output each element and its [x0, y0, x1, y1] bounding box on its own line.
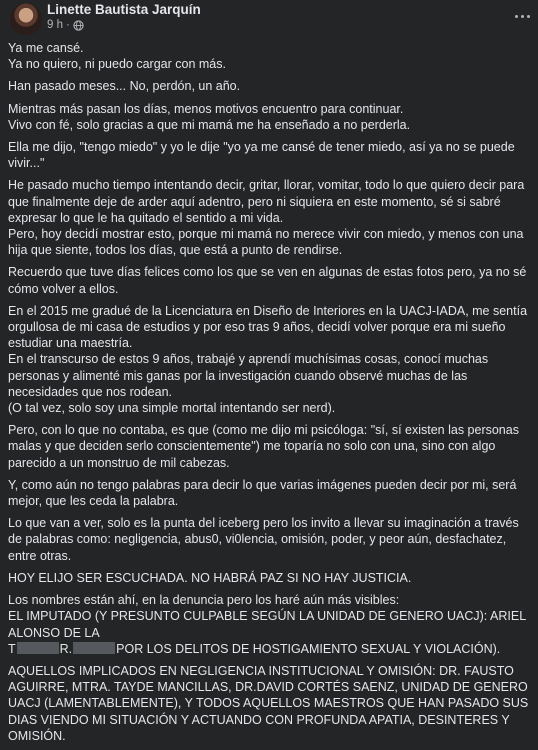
author-avatar[interactable]	[10, 3, 42, 35]
post-paragraph: Lo que van a ver, solo es la punta del iceberg pero los invito a llevar su imaginación a través de palabras como: negligencia, abus0, vi0lencia, omisión, poder, y peor aún, desfachatez, entre otras.	[8, 516, 519, 563]
post-paragraph: Pero, con lo que no contaba, es que (como me dijo mi psicóloga: "sí, sí existen las personas malas y que deciden serlo conscientemente") me toparía no solo con una, sino con algo parecido a un monstruo de mil cabezas.	[8, 423, 519, 470]
named-line2-a: T	[8, 641, 16, 656]
post-paragraph: Ya me cansé. Ya no quiero, ni puedo cargar con más.	[8, 41, 226, 72]
post-paragraph: En el 2015 me gradué de la Licenciatura en Diseño de Interiores en la UACJ-IADA, me sentía orgullosa de mi casa de estudios y por eso tras 9 años, decidí volver porque era mi sueño estudiar una maestría. En el transcurso de estos 9 años, trabajé y aprendí muchísimas cosas, conocí muchas personas y alimenté mis ganas por la investigación cuando observé muchas de las necesidades que nos rodean. (O tal vez, solo soy una simple mortal intentando ser nerd).	[8, 303, 528, 416]
globe-icon	[73, 20, 84, 31]
more-options-icon[interactable]	[512, 6, 532, 26]
post-paragraph: Mientras más pasan los días, menos motivos encuentro para continuar. Vivo con fé, solo gracias a que mi mamá me ha enseñado a no perderla.	[8, 101, 411, 132]
redacted-block	[17, 642, 59, 654]
named-line2-c: POR LOS DELITOS DE HOSTIGAMIENTO SEXUAL Y VIOLACIÓN).	[116, 641, 501, 656]
post-paragraph: HOY ELIJO SER ESCUCHADA. NO HABRÁ PAZ SI NO HAY JUSTICIA.	[8, 570, 412, 585]
named-intro: Los nombres están ahí, en la denuncia pero los haré aún más visibles:	[8, 593, 400, 608]
post-header	[0, 0, 538, 36]
meta-separator: ·	[66, 19, 70, 31]
post-paragraph: Ella me dijo, "tengo miedo" y yo le dije "yo ya me cansé de tener miedo, así ya no se puede vivir..."	[8, 140, 515, 171]
redacted-block	[73, 642, 115, 654]
post-time[interactable]: 9 h	[47, 19, 63, 31]
post-paragraph: AQUELLOS IMPLICADOS EN NEGLIGENCIA INSTITUCIONAL Y OMISIÓN: DR. FAUSTO AGUIRRE, MTRA. TAYDE MANCILLAS, DR.DAVID CORTÉS SAENZ, UNIDAD DE GENERO UACJ (LAMENTABLEMENTE), Y TODOS AQUELLOS MAESTROS QUE HAN PASADO SUS DIAS VIENDO MI SITUACIÓN Y ACTUANDO CON PROFUNDA APATIA, DESINTERES Y OMISIÓN.	[8, 663, 529, 743]
named-line1: EL IMPUTADO (Y PRESUNTO CULPABLE SEGÚN LA UNIDAD DE GENERO UACJ): ARIEL ALONSO DE LA	[8, 609, 526, 640]
author-name[interactable]: Linette Bautista Jarquín	[47, 2, 201, 17]
post-paragraph: He pasado mucho tiempo intentando decir, gritar, llorar, vomitar, todo lo que quiero decir para que finalmente deje de arder aquí adentro, pero ni siquiera en este momento, sé si sabré expresar lo que le ha quitado el sentido a mi vida. Pero, hoy decidí mostrar esto, porque mi mamá no merece vivir con miedo, y menos con una hija que siente, todos los días, que está a punto de rendirse.	[8, 178, 525, 258]
post-paragraph: Han pasado meses... No, perdón, un año.	[8, 79, 241, 94]
post-paragraph: Recuerdo que tuve días felices como los que se ven en algunas de estas fotos pero, ya no sé cómo volver a ellos.	[8, 265, 527, 296]
post-meta	[47, 19, 84, 31]
named-paragraph	[8, 592, 536, 657]
post-body	[8, 40, 536, 750]
post-paragraph: Y, como aún no tengo palabras para decir lo que varias imágenes pueden decir por mi, será mejor, que les ceda la palabra.	[8, 477, 517, 509]
named-line2-b: R.	[59, 641, 73, 656]
